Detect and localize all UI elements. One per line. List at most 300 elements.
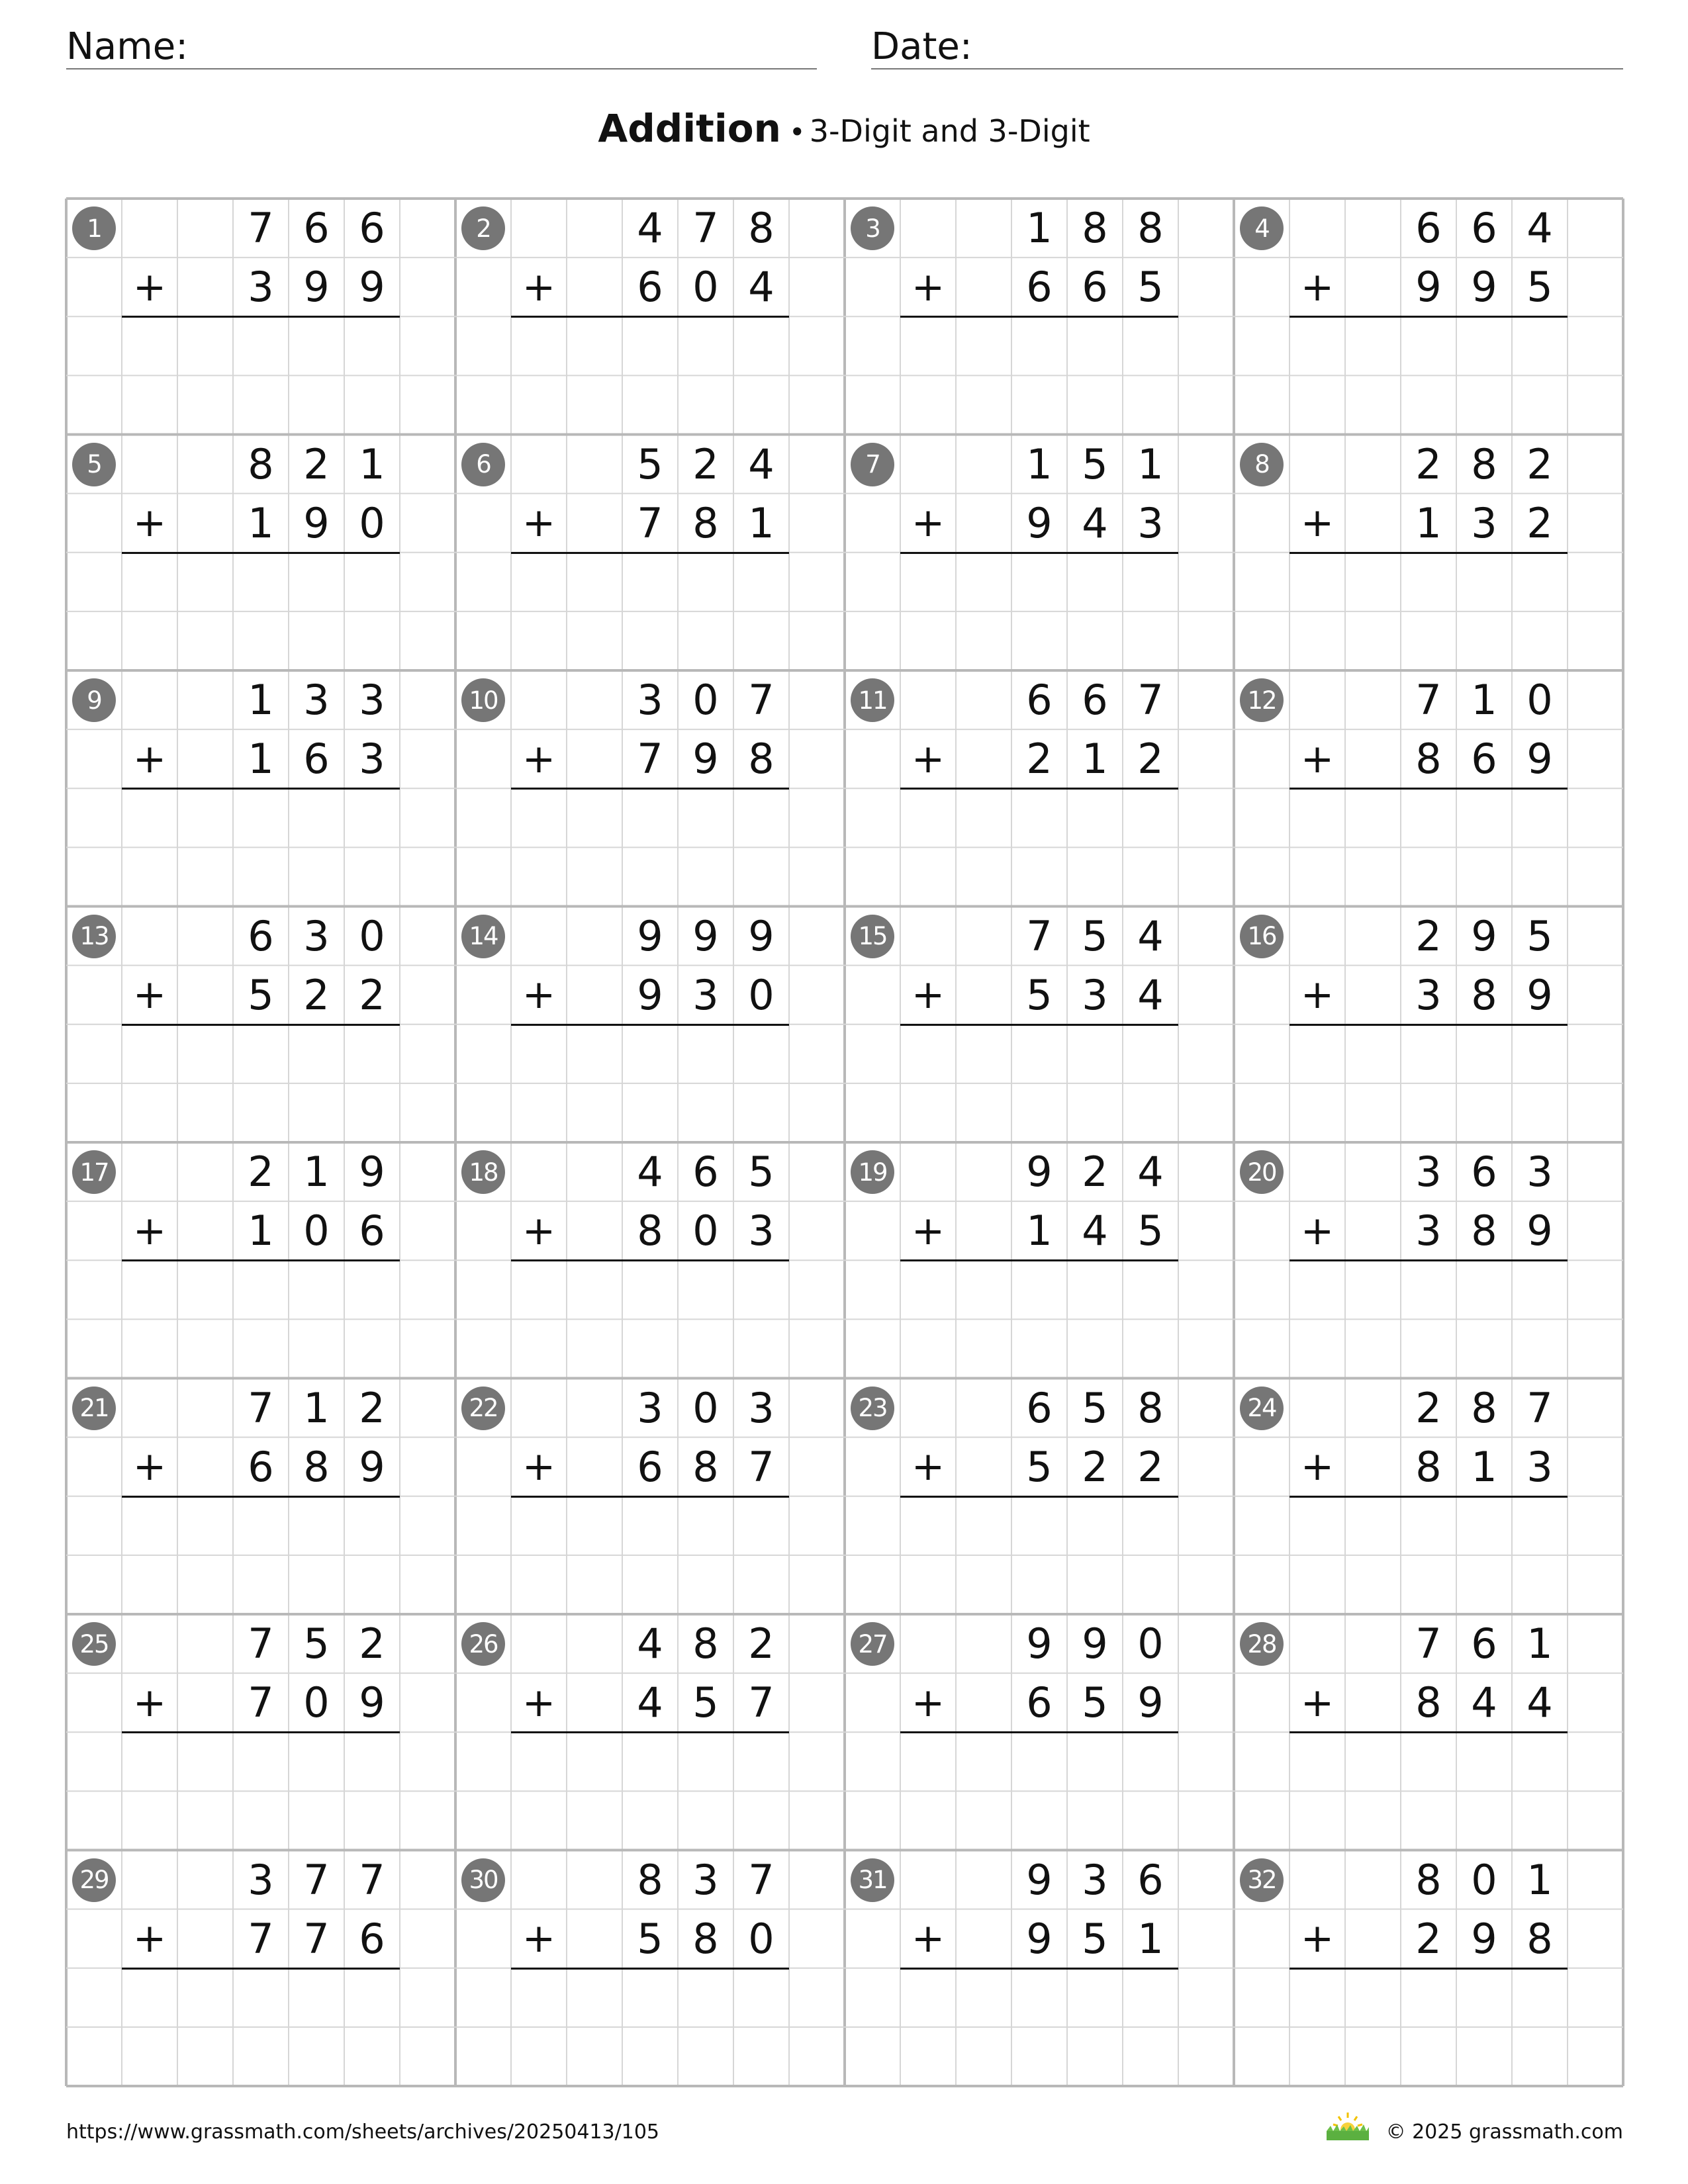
answer-cell[interactable] [1456, 1024, 1512, 1083]
answer-cell[interactable] [567, 1732, 622, 1791]
addend-bottom-digit: 8 [1526, 1914, 1553, 1963]
addend-top-digit: 6 [1137, 1855, 1164, 1904]
answer-cell[interactable] [1123, 788, 1178, 847]
addend-bottom-digit: 4 [637, 1678, 663, 1727]
addend-top-digit: 6 [1471, 204, 1497, 252]
answer-cell[interactable] [1345, 1968, 1401, 2027]
addend-bottom-digit: 5 [1082, 1914, 1108, 1963]
problem-number-badge: 28 [1240, 1622, 1284, 1666]
answer-cell[interactable] [733, 1024, 789, 1083]
plus-sign: + [911, 1915, 945, 1962]
addend-top-digit: 1 [1526, 1619, 1553, 1668]
addend-bottom-digit: 6 [1026, 1678, 1053, 1727]
answer-cell[interactable] [1512, 1732, 1568, 1791]
addend-bottom-digit: 5 [1026, 1442, 1053, 1491]
addend-bottom-digit: 6 [1026, 263, 1053, 312]
answer-cell[interactable] [344, 1968, 400, 2027]
answer-cell[interactable] [956, 316, 1011, 375]
addend-top-digit: 9 [1471, 911, 1497, 960]
answer-cell[interactable] [622, 1260, 678, 1319]
problem-number-badge: 22 [461, 1387, 505, 1430]
answer-cell[interactable] [1345, 316, 1401, 375]
plus-sign: + [1300, 972, 1335, 1019]
answer-cell[interactable] [1512, 553, 1568, 612]
addend-top-digit: 5 [637, 439, 663, 488]
answer-cell[interactable] [233, 1260, 289, 1319]
addend-bottom-digit: 9 [1026, 498, 1053, 547]
answer-cell[interactable] [1345, 1496, 1401, 1555]
problem-number-badge: 16 [1240, 915, 1284, 958]
addend-top-digit: 9 [359, 1148, 385, 1196]
addend-bottom-digit: 9 [303, 498, 330, 547]
addend-top-digit: 2 [359, 1619, 385, 1668]
answer-cell[interactable] [622, 316, 678, 375]
footer-copyright: © 2025 grassmath.com [1385, 2120, 1623, 2144]
answer-cell[interactable] [1512, 1024, 1568, 1083]
answer-cell[interactable] [344, 553, 400, 612]
addend-bottom-digit: 0 [748, 970, 774, 1019]
answer-cell[interactable] [233, 316, 289, 375]
addend-bottom-digit: 6 [359, 1206, 385, 1255]
answer-cell[interactable] [1067, 1732, 1123, 1791]
answer-cell[interactable] [567, 1024, 622, 1083]
answer-cell[interactable] [289, 1496, 344, 1555]
answer-cell[interactable] [622, 553, 678, 612]
answer-cell[interactable] [1067, 316, 1123, 375]
addend-top-digit: 1 [303, 1148, 330, 1196]
answer-cell[interactable] [567, 1968, 622, 2027]
answer-cell[interactable] [289, 1260, 344, 1319]
answer-cell[interactable] [289, 1024, 344, 1083]
answer-cell[interactable] [289, 1968, 344, 2027]
answer-cell[interactable] [289, 788, 344, 847]
answer-cell[interactable] [1401, 1496, 1456, 1555]
answer-cell[interactable] [344, 1024, 400, 1083]
addend-bottom-digit: 2 [1137, 735, 1164, 784]
addend-bottom-digit: 0 [303, 1206, 330, 1255]
addend-top-digit: 2 [748, 1619, 774, 1668]
answer-cell[interactable] [1067, 1968, 1123, 2027]
addend-top-digit: 5 [1082, 911, 1108, 960]
addend-top-digit: 9 [748, 911, 774, 960]
problem-number-badge: 6 [461, 443, 505, 486]
answer-cell[interactable] [1123, 1260, 1178, 1319]
answer-cell[interactable] [177, 1732, 233, 1791]
answer-cell[interactable] [1123, 553, 1178, 612]
answer-cell[interactable] [177, 316, 233, 375]
answer-cell[interactable] [1401, 553, 1456, 612]
answer-cell[interactable] [678, 553, 733, 612]
addend-top-digit: 7 [248, 1383, 274, 1432]
addend-top-digit: 1 [1526, 1855, 1553, 1904]
addend-bottom-digit: 7 [748, 1678, 774, 1727]
addend-bottom-digit: 9 [1137, 1678, 1164, 1727]
addend-bottom-digit: 2 [359, 970, 385, 1019]
answer-cell[interactable] [233, 553, 289, 612]
answer-cell[interactable] [177, 553, 233, 612]
answer-cell[interactable] [1512, 1496, 1568, 1555]
addend-top-digit: 3 [1082, 1855, 1108, 1904]
addend-top-digit: 3 [637, 1383, 663, 1432]
addend-top-digit: 1 [248, 676, 274, 724]
answer-cell[interactable] [1456, 1496, 1512, 1555]
problem-number-badge: 27 [851, 1622, 894, 1666]
addend-top-digit: 8 [637, 1855, 663, 1904]
plus-sign: + [132, 1679, 167, 1726]
answer-cell[interactable] [177, 1024, 233, 1083]
answer-cell[interactable] [733, 1732, 789, 1791]
addend-bottom-digit: 7 [248, 1914, 274, 1963]
addend-bottom-digit: 9 [637, 970, 663, 1019]
addend-bottom-digit: 4 [1471, 1678, 1497, 1727]
addend-bottom-digit: 2 [1082, 1442, 1108, 1491]
addend-top-digit: 7 [748, 1855, 774, 1904]
addend-top-digit: 1 [359, 439, 385, 488]
addend-bottom-digit: 6 [359, 1914, 385, 1963]
addend-top-digit: 6 [1026, 1383, 1053, 1432]
addend-top-digit: 4 [637, 204, 663, 252]
addend-top-digit: 2 [1415, 439, 1442, 488]
answer-cell[interactable] [1345, 553, 1401, 612]
answer-cell[interactable] [1011, 1968, 1067, 2027]
addend-top-digit: 7 [303, 1855, 330, 1904]
answer-cell[interactable] [177, 788, 233, 847]
addend-top-digit: 1 [303, 1383, 330, 1432]
answer-cell[interactable] [567, 1260, 622, 1319]
answer-cell[interactable] [678, 1496, 733, 1555]
answer-cell[interactable] [233, 1496, 289, 1555]
addend-top-digit: 3 [248, 1855, 274, 1904]
addend-top-digit: 1 [1026, 204, 1053, 252]
answer-cell[interactable] [1011, 316, 1067, 375]
addend-top-digit: 3 [637, 676, 663, 724]
addend-bottom-digit: 2 [1026, 735, 1053, 784]
addend-top-digit: 7 [359, 1855, 385, 1904]
answer-cell[interactable] [177, 1968, 233, 2027]
plus-sign: + [1300, 735, 1335, 782]
answer-cell[interactable] [678, 1024, 733, 1083]
addend-bottom-digit: 5 [1137, 1206, 1164, 1255]
addend-bottom-digit: 9 [1526, 970, 1553, 1019]
plus-sign: + [132, 1915, 167, 1962]
addend-bottom-digit: 4 [1137, 970, 1164, 1019]
plus-sign: + [522, 263, 556, 310]
addend-top-digit: 2 [359, 1383, 385, 1432]
addend-top-digit: 8 [692, 1619, 719, 1668]
addend-bottom-digit: 6 [1471, 735, 1497, 784]
addend-bottom-digit: 3 [692, 970, 719, 1019]
plus-sign: + [1300, 1443, 1335, 1490]
addend-top-digit: 9 [1026, 1855, 1053, 1904]
addend-bottom-digit: 3 [248, 263, 274, 312]
addend-bottom-digit: 7 [303, 1914, 330, 1963]
answer-cell[interactable] [956, 1024, 1011, 1083]
plus-sign: + [911, 1207, 945, 1254]
answer-cell[interactable] [1011, 553, 1067, 612]
answer-cell[interactable] [956, 553, 1011, 612]
addend-bottom-digit: 8 [692, 498, 719, 547]
answer-cell[interactable] [567, 553, 622, 612]
answer-cell[interactable] [567, 1496, 622, 1555]
addend-bottom-digit: 1 [1026, 1206, 1053, 1255]
answer-cell[interactable] [1345, 1024, 1401, 1083]
answer-cell[interactable] [733, 1496, 789, 1555]
addend-top-digit: 2 [1415, 1383, 1442, 1432]
addend-bottom-digit: 4 [1082, 498, 1108, 547]
addend-bottom-digit: 6 [248, 1442, 274, 1491]
answer-cell[interactable] [1512, 1260, 1568, 1319]
addend-bottom-digit: 5 [1082, 1678, 1108, 1727]
answer-cell[interactable] [622, 1968, 678, 2027]
addend-bottom-digit: 1 [1137, 1914, 1164, 1963]
answer-cell[interactable] [1067, 1260, 1123, 1319]
answer-cell[interactable] [733, 788, 789, 847]
answer-cell[interactable] [567, 788, 622, 847]
answer-cell[interactable] [733, 553, 789, 612]
plus-sign: + [132, 1443, 167, 1490]
answer-cell[interactable] [1123, 1024, 1178, 1083]
plus-sign: + [522, 972, 556, 1019]
addend-bottom-digit: 9 [1526, 735, 1553, 784]
plus-sign: + [1300, 1207, 1335, 1254]
addend-top-digit: 3 [1415, 1148, 1442, 1196]
title-main: Addition [598, 106, 781, 151]
problem-number-badge: 4 [1240, 206, 1284, 250]
answer-cell[interactable] [1456, 788, 1512, 847]
addend-bottom-digit: 9 [303, 263, 330, 312]
problem-number-badge: 5 [72, 443, 116, 486]
plus-sign: + [911, 1679, 945, 1726]
answer-cell[interactable] [1067, 1024, 1123, 1083]
addend-bottom-digit: 1 [248, 498, 274, 547]
plus-sign: + [132, 263, 167, 310]
answer-cell[interactable] [289, 316, 344, 375]
addend-bottom-digit: 3 [1082, 970, 1108, 1019]
plus-sign: + [132, 500, 167, 547]
answer-cell[interactable] [956, 788, 1011, 847]
answer-cell[interactable] [1512, 1968, 1568, 2027]
addend-bottom-digit: 7 [748, 1442, 774, 1491]
answer-cell[interactable] [1123, 1732, 1178, 1791]
problem-number-badge: 11 [851, 678, 894, 722]
answer-cell[interactable] [733, 1968, 789, 2027]
addend-top-digit: 0 [1471, 1855, 1497, 1904]
addend-top-digit: 6 [248, 911, 274, 960]
answer-cell[interactable] [956, 1496, 1011, 1555]
answer-cell[interactable] [1401, 788, 1456, 847]
answer-cell[interactable] [1401, 1024, 1456, 1083]
answer-cell[interactable] [1067, 788, 1123, 847]
answer-cell[interactable] [956, 1968, 1011, 2027]
answer-cell[interactable] [1011, 788, 1067, 847]
answer-cell[interactable] [1123, 1496, 1178, 1555]
addend-bottom-digit: 5 [1137, 263, 1164, 312]
answer-cell[interactable] [678, 788, 733, 847]
title-subtitle: 3-Digit and 3-Digit [809, 113, 1090, 149]
addend-bottom-digit: 6 [303, 735, 330, 784]
problem-number-badge: 13 [72, 915, 116, 958]
answer-cell[interactable] [678, 1968, 733, 2027]
addend-top-digit: 5 [303, 1619, 330, 1668]
answer-cell[interactable] [289, 1732, 344, 1791]
addend-bottom-digit: 9 [1415, 263, 1442, 312]
problem-number-badge: 25 [72, 1622, 116, 1666]
plus-sign: + [132, 1207, 167, 1254]
addend-bottom-digit: 7 [248, 1678, 274, 1727]
addend-bottom-digit: 0 [359, 498, 385, 547]
answer-cell[interactable] [1123, 1968, 1178, 2027]
answer-cell[interactable] [1067, 553, 1123, 612]
answer-cell[interactable] [344, 316, 400, 375]
answer-cell[interactable] [956, 1732, 1011, 1791]
addend-bottom-digit: 1 [1471, 1442, 1497, 1491]
answer-cell[interactable] [344, 1260, 400, 1319]
addend-bottom-digit: 0 [303, 1678, 330, 1727]
addend-top-digit: 2 [1526, 439, 1553, 488]
problem-number-badge: 14 [461, 915, 505, 958]
answer-cell[interactable] [233, 1732, 289, 1791]
answer-cell[interactable] [1011, 1024, 1067, 1083]
answer-cell[interactable] [233, 788, 289, 847]
addend-top-digit: 2 [303, 439, 330, 488]
answer-cell[interactable] [1011, 1260, 1067, 1319]
addend-top-digit: 6 [303, 204, 330, 252]
addend-top-digit: 7 [1415, 1619, 1442, 1668]
answer-cell[interactable] [1123, 316, 1178, 375]
answer-cell[interactable] [622, 1496, 678, 1555]
answer-cell[interactable] [344, 1732, 400, 1791]
answer-cell[interactable] [1401, 1732, 1456, 1791]
addend-top-digit: 7 [1526, 1383, 1553, 1432]
answer-cell[interactable] [733, 316, 789, 375]
plus-sign: + [1300, 1679, 1335, 1726]
addend-bottom-digit: 9 [1471, 1914, 1497, 1963]
answer-cell[interactable] [1011, 1732, 1067, 1791]
answer-cell[interactable] [678, 316, 733, 375]
addend-bottom-digit: 8 [1471, 970, 1497, 1019]
addend-top-digit: 7 [1137, 676, 1164, 724]
addend-bottom-digit: 1 [748, 498, 774, 547]
addend-bottom-digit: 3 [359, 735, 385, 784]
answer-cell[interactable] [678, 1260, 733, 1319]
plus-sign: + [522, 1915, 556, 1962]
addend-top-digit: 2 [1415, 911, 1442, 960]
answer-cell[interactable] [1456, 1968, 1512, 2027]
addend-bottom-digit: 8 [692, 1442, 719, 1491]
problem-number-badge: 12 [1240, 678, 1284, 722]
addend-top-digit: 0 [692, 1383, 719, 1432]
addend-bottom-digit: 1 [1082, 735, 1108, 784]
plus-sign: + [911, 500, 945, 547]
answer-cell[interactable] [1456, 553, 1512, 612]
problem-number-badge: 20 [1240, 1150, 1284, 1194]
answer-cell[interactable] [1456, 1260, 1512, 1319]
answer-cell[interactable] [1011, 1496, 1067, 1555]
addend-top-digit: 2 [248, 1148, 274, 1196]
addend-top-digit: 3 [748, 1383, 774, 1432]
addend-bottom-digit: 5 [692, 1678, 719, 1727]
answer-cell[interactable] [733, 1260, 789, 1319]
addend-bottom-digit: 9 [359, 263, 385, 312]
addend-top-digit: 6 [1471, 1619, 1497, 1668]
answer-cell[interactable] [233, 1968, 289, 2027]
addend-bottom-digit: 2 [1526, 498, 1553, 547]
addend-bottom-digit: 9 [359, 1678, 385, 1727]
answer-cell[interactable] [1345, 1260, 1401, 1319]
addend-bottom-digit: 9 [692, 735, 719, 784]
addend-top-digit: 8 [248, 439, 274, 488]
addend-top-digit: 6 [1082, 676, 1108, 724]
answer-cell[interactable] [622, 1024, 678, 1083]
answer-cell[interactable] [1512, 788, 1568, 847]
plus-sign: + [911, 1443, 945, 1490]
answer-cell[interactable] [1345, 788, 1401, 847]
answer-cell[interactable] [1512, 316, 1568, 375]
answer-cell[interactable] [1401, 316, 1456, 375]
addend-top-digit: 3 [359, 676, 385, 724]
addend-bottom-digit: 5 [637, 1914, 663, 1963]
addend-top-digit: 3 [303, 676, 330, 724]
addend-bottom-digit: 4 [1526, 1678, 1553, 1727]
addend-top-digit: 8 [1082, 204, 1108, 252]
answer-cell[interactable] [289, 553, 344, 612]
answer-cell[interactable] [1345, 1732, 1401, 1791]
problem-number-badge: 18 [461, 1150, 505, 1194]
addend-bottom-digit: 0 [692, 263, 719, 312]
answer-cell[interactable] [233, 1024, 289, 1083]
addend-top-digit: 3 [692, 1855, 719, 1904]
addend-bottom-digit: 9 [1471, 263, 1497, 312]
addend-top-digit: 4 [1137, 1148, 1164, 1196]
addend-bottom-digit: 9 [1026, 1914, 1053, 1963]
addend-top-digit: 6 [359, 204, 385, 252]
answer-cell[interactable] [177, 1260, 233, 1319]
addend-top-digit: 4 [637, 1148, 663, 1196]
addend-bottom-digit: 3 [1415, 970, 1442, 1019]
addend-top-digit: 5 [1082, 439, 1108, 488]
problem-number-badge: 2 [461, 206, 505, 250]
addend-top-digit: 8 [748, 204, 774, 252]
addend-bottom-digit: 6 [1082, 263, 1108, 312]
addend-bottom-digit: 7 [637, 735, 663, 784]
answer-cell[interactable] [567, 316, 622, 375]
answer-cell[interactable] [1067, 1496, 1123, 1555]
answer-cell[interactable] [622, 788, 678, 847]
addend-top-digit: 9 [1026, 1148, 1053, 1196]
answer-cell[interactable] [956, 1260, 1011, 1319]
answer-cell[interactable] [344, 788, 400, 847]
plus-sign: + [911, 735, 945, 782]
problem-number-badge: 1 [72, 206, 116, 250]
answer-cell[interactable] [1401, 1968, 1456, 2027]
answer-cell[interactable] [1456, 1732, 1512, 1791]
answer-cell[interactable] [344, 1496, 400, 1555]
addend-top-digit: 0 [1137, 1619, 1164, 1668]
answer-cell[interactable] [622, 1732, 678, 1791]
addend-top-digit: 0 [692, 676, 719, 724]
plus-sign: + [522, 735, 556, 782]
addend-top-digit: 7 [1415, 676, 1442, 724]
addend-top-digit: 9 [1082, 1619, 1108, 1668]
answer-cell[interactable] [1456, 316, 1512, 375]
problem-number-badge: 10 [461, 678, 505, 722]
addend-top-digit: 4 [1526, 204, 1553, 252]
answer-cell[interactable] [678, 1732, 733, 1791]
addend-bottom-digit: 2 [303, 970, 330, 1019]
problem-number-badge: 7 [851, 443, 894, 486]
answer-cell[interactable] [177, 1496, 233, 1555]
answer-cell[interactable] [1401, 1260, 1456, 1319]
